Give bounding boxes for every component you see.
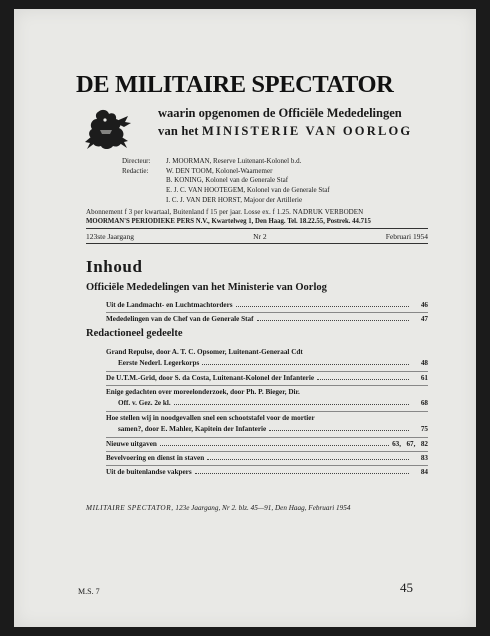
staff-row xyxy=(122,186,330,196)
toc-entry-title-cont: samen?, door E. Mahler, Kapitein der Infanterie xyxy=(118,425,267,433)
subscription-info: Abonnement f 3 per kwartaal, Buitenland f 15 per jaar. Losse ex. f 1.25. NADRUK VERBODEN xyxy=(86,208,364,216)
toc-entry-title: Mededelingen van de Chef van de Generale Staf xyxy=(106,315,254,323)
toc-page-number: 63, 67, 82 xyxy=(392,440,428,448)
toc-page-number: 47 xyxy=(420,315,428,323)
staff-name: B. KONING, Kolonel van de Generale Staf xyxy=(166,176,289,185)
toc-entry xyxy=(106,413,428,435)
staff-name: I. C. J. VAN DER HORST, Majoor der Artillerie xyxy=(166,195,303,204)
toc-entry-title: Uit de Landmacht- en Luchtmachtorders xyxy=(106,301,233,309)
section-heading-editorial: Redactioneel gedeelte xyxy=(86,328,183,339)
staff-row xyxy=(122,157,330,167)
staff-name: W. DEN TOOM, Kolonel-Waarnemer xyxy=(166,166,273,175)
toc-page-number: 61 xyxy=(420,374,428,382)
divider xyxy=(106,465,428,466)
toc-entry-title-cont: Off. v. Gez. 2e kl. xyxy=(118,399,171,407)
issue-number: Nr 2 xyxy=(253,232,267,241)
toc-entry-title: Bevelvoering en dienst in staven xyxy=(106,454,205,462)
issue-info xyxy=(86,232,428,241)
editorial-staff xyxy=(122,157,330,206)
divider xyxy=(106,437,428,438)
staff-role xyxy=(122,176,166,186)
divider xyxy=(106,371,428,372)
toc-entry-title: Nieuwe uitgaven xyxy=(106,440,157,448)
toc-entry xyxy=(106,387,428,409)
toc-entry-title: Uit de buitenlandse vakpers xyxy=(106,468,192,476)
masthead-ministry-line xyxy=(158,124,412,139)
staff-row xyxy=(122,176,330,186)
staff-role: Directeur: xyxy=(122,157,151,165)
signature-mark: M.S. 7 xyxy=(78,587,100,596)
divider xyxy=(106,451,428,452)
publisher-info: MOORMAN'S PERIODIEKE PERS N.V., Kwartelweg 1, Den Haag. Tel. 18.22.55, Postrek. 44.715 xyxy=(86,218,371,225)
staff-role: Redactie: xyxy=(122,166,149,175)
toc-entry xyxy=(106,467,428,478)
issue-date: Februari 1954 xyxy=(385,232,428,241)
divider xyxy=(106,312,428,313)
ministry-prefix: van het xyxy=(158,124,202,138)
masthead-title: DE MILITAIRE SPECTATOR xyxy=(76,71,394,98)
section-heading-official: Officiële Mededelingen van het Ministerie van Oorlog xyxy=(86,282,327,293)
toc-entry xyxy=(106,314,428,325)
staff-name: J. MOORMAN, Reserve Luitenant-Kolonel b.d. xyxy=(166,157,302,165)
document-page xyxy=(14,9,476,627)
toc-page-number: 83 xyxy=(420,454,428,462)
ministry-name: MINISTERIE VAN OORLOG xyxy=(201,124,413,138)
divider xyxy=(106,385,428,386)
staff-role xyxy=(122,186,166,196)
divider xyxy=(106,411,428,412)
toc-entry-title: De U.T.M.-Grid, door S. da Costa, Luitenant-Kolonel der Infanterie xyxy=(106,374,315,382)
citation-line xyxy=(86,504,350,512)
citation-publication: MILITAIRE SPECTATOR, xyxy=(86,504,174,512)
divider xyxy=(86,243,428,244)
toc-entry xyxy=(106,300,428,311)
toc-page-number: 48 xyxy=(420,359,428,367)
staff-role xyxy=(122,196,166,206)
toc-entry-title-cont: Eerste Nederl. Legerkorps xyxy=(118,359,200,367)
staff-name: E. J. C. VAN HOOTEGEM, Kolonel van de Generale Staf xyxy=(166,186,330,195)
toc-entry xyxy=(106,347,428,369)
staff-row xyxy=(122,196,330,206)
staff-row xyxy=(122,167,330,177)
toc-page-number: 46 xyxy=(420,301,428,309)
toc-entry-title: Enige gedachten over moreelonderzoek, door Ph. P. Bieger, Dir. xyxy=(106,388,300,396)
toc-page-number: 75 xyxy=(420,425,428,433)
toc-entry xyxy=(106,453,428,464)
toc-entry xyxy=(106,373,428,384)
divider xyxy=(86,228,428,229)
page-number: 45 xyxy=(400,580,413,595)
toc-entry-title: Grand Repulse, door A. T. C. Opsomer, Luitenant-Generaal Cdt xyxy=(106,348,303,356)
lion-emblem-icon xyxy=(84,106,134,152)
contents-heading: Inhoud xyxy=(86,257,143,276)
toc-entry xyxy=(106,439,428,450)
toc-entry-title: Hoe stellen wij in noodgevallen snel een schootstafel voor de mortier xyxy=(106,414,315,422)
toc-page-number: 84 xyxy=(420,468,428,476)
toc-page-number: 68 xyxy=(420,399,428,407)
citation-details: 123e Jaargang, Nr 2. blz. 45—91, Den Haag, Februari 1954 xyxy=(173,504,351,512)
masthead-subtitle: waarin opgenomen de Officiële Mededelingen xyxy=(158,106,402,120)
issue-volume: 123ste Jaargang xyxy=(86,232,134,241)
